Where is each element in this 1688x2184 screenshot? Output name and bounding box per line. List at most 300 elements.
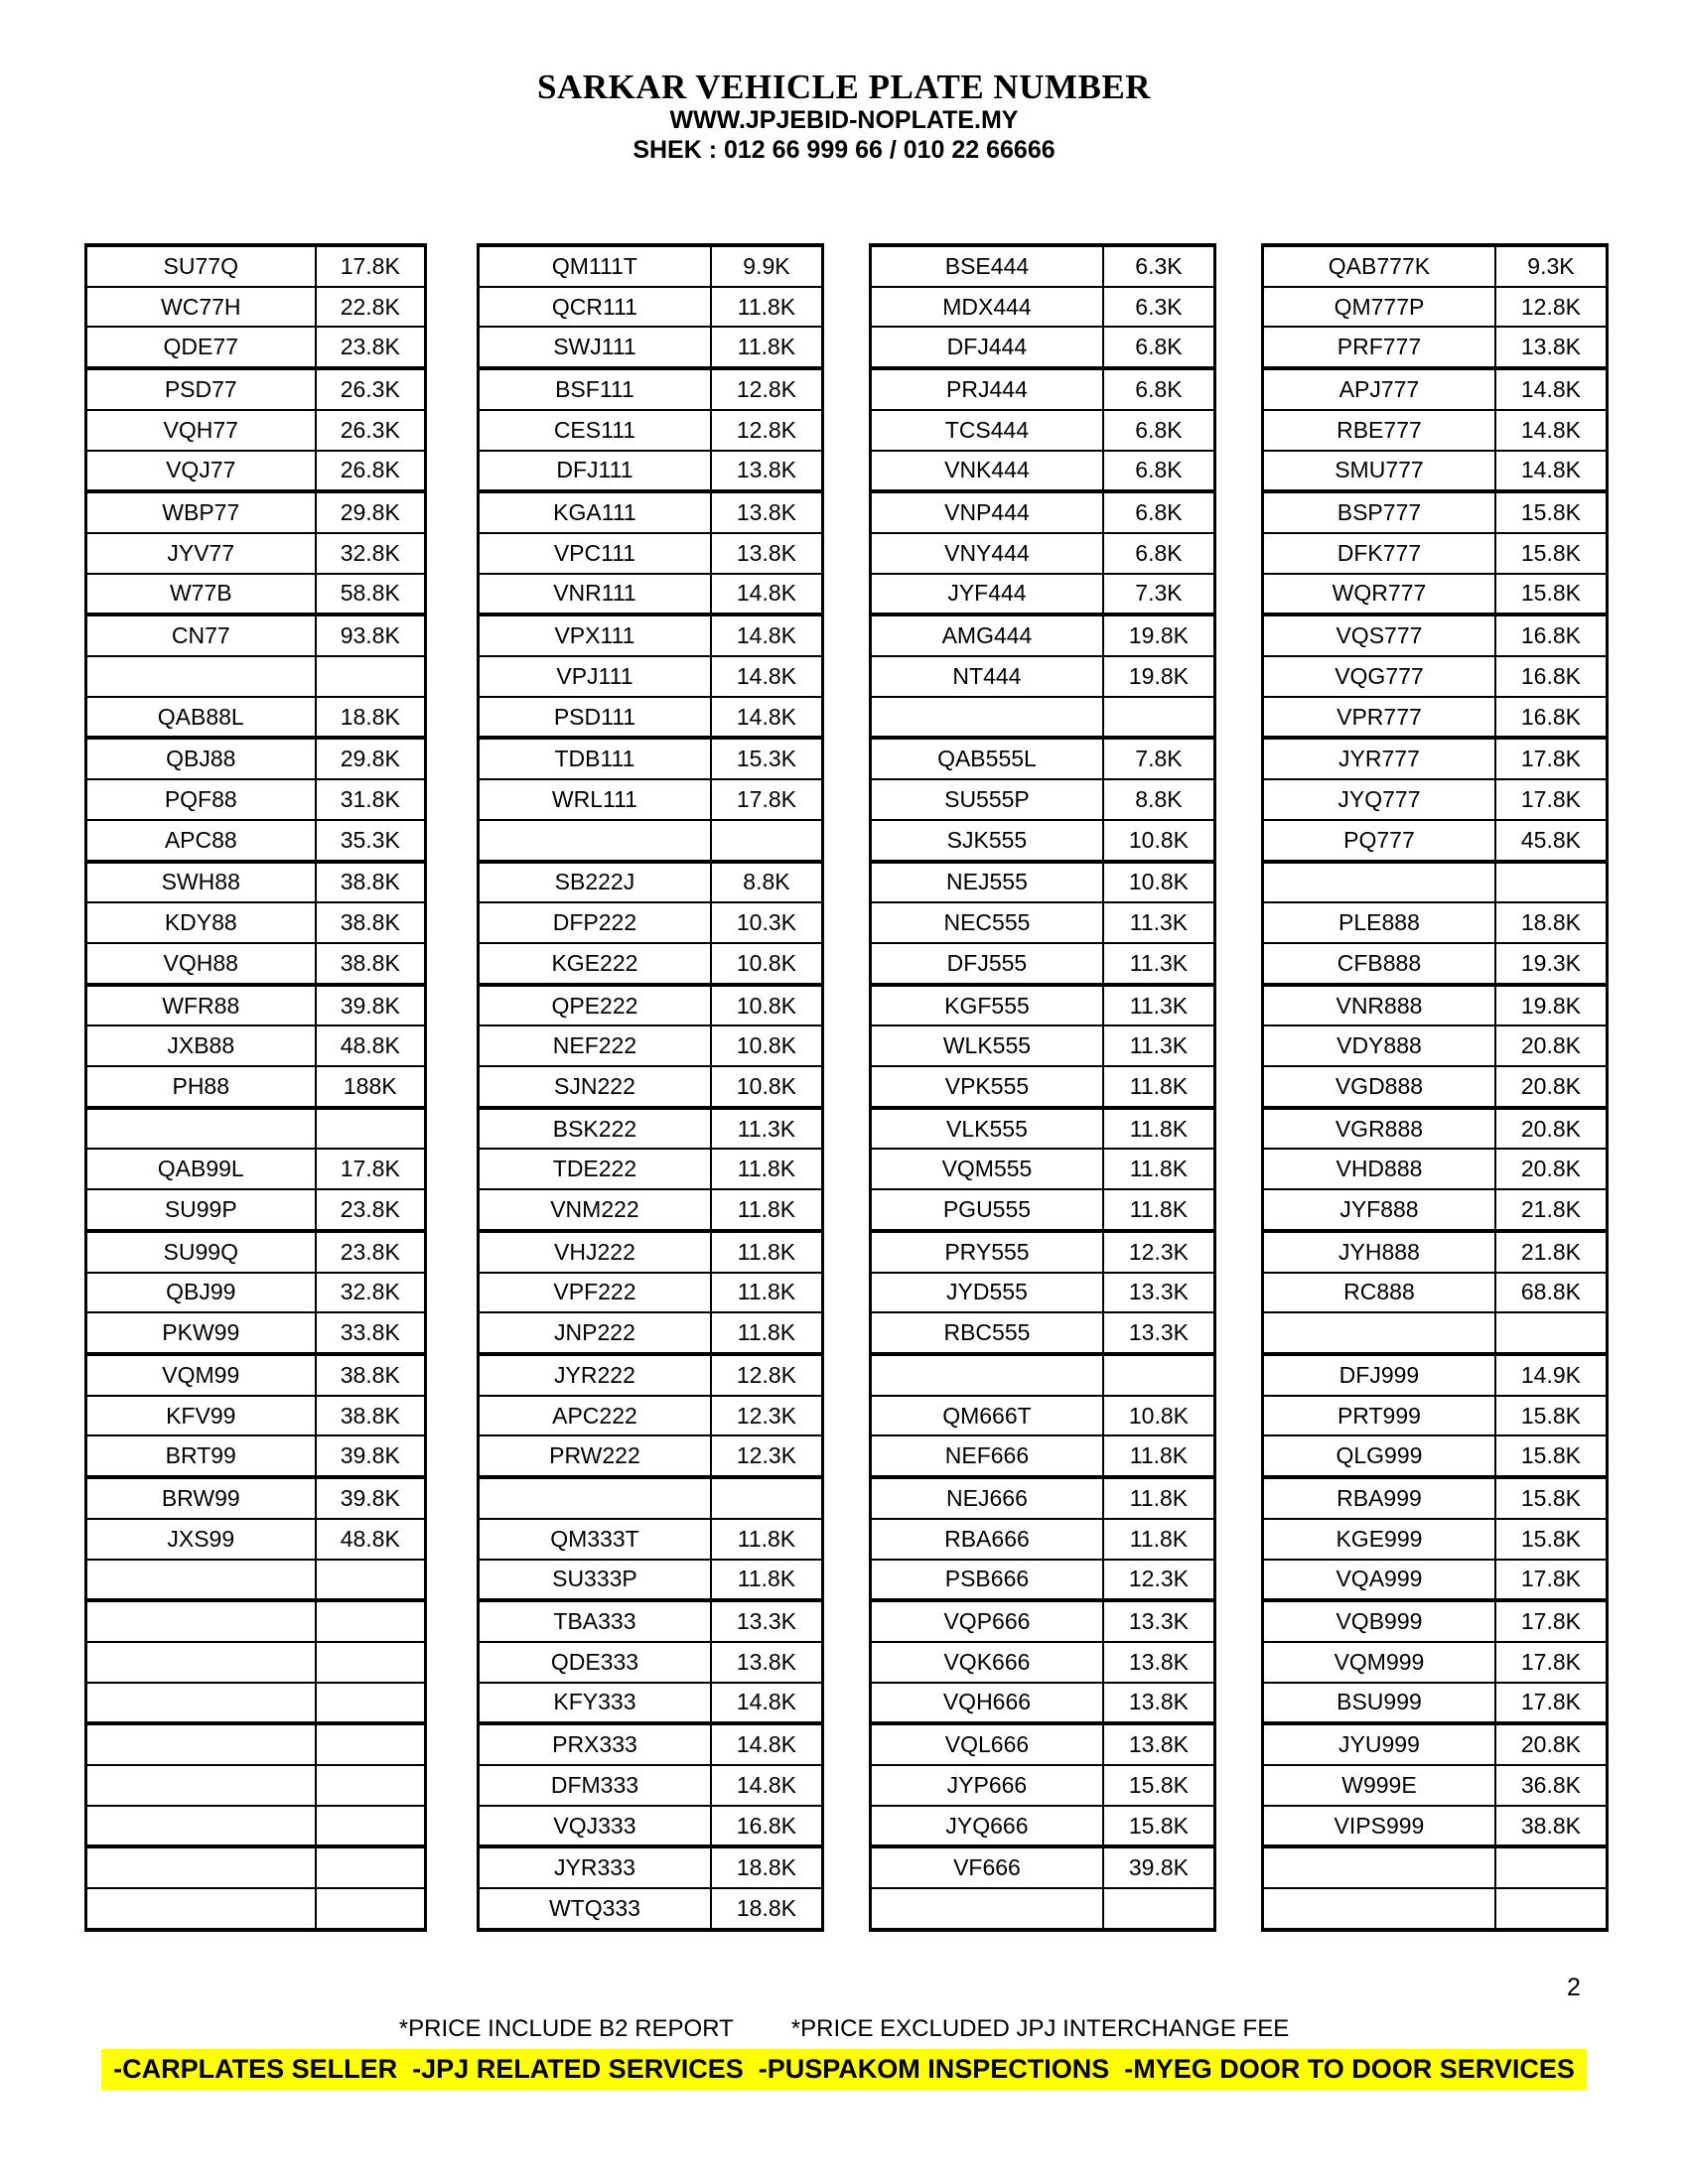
plate-cell: PRJ444 [872,370,1104,409]
price-cell: 15.8K [1520,1402,1581,1429]
plate-cell [87,1561,317,1599]
table-row [872,1643,1213,1684]
price-cell [1104,1356,1213,1395]
plate-cell: BRW99 [87,1479,317,1518]
table-row [1264,821,1606,864]
table-row [480,1848,821,1889]
table-row [1264,411,1606,452]
plate-cell: JNP222 [480,1313,712,1352]
plate-cell: SU99P [87,1190,317,1229]
price-cell: 13.8K [736,1648,796,1675]
price-cell: 17.8K [1520,1689,1581,1715]
table-row [1264,616,1606,657]
plate-cell: CES111 [480,411,712,450]
table-row [872,1356,1213,1397]
table-row [480,247,821,288]
table-row [480,534,821,575]
price-cell: 11.8K [737,1525,796,1552]
plate-cell: VQB999 [1264,1602,1496,1641]
plate-cell: SU333P [480,1561,712,1599]
plate-cell: RBA999 [1264,1479,1496,1518]
price-cell: 38.8K [1520,1812,1581,1839]
table-row [480,821,821,864]
plate-cell: W999E [1264,1766,1496,1805]
plate-cell: VPC111 [480,534,712,573]
plate-cell: BRT99 [87,1436,317,1475]
price-cell [1104,1889,1213,1928]
table-row [872,657,1213,698]
price-cell: 29.8K [340,499,400,526]
price-cell: 14.9K [1520,1361,1581,1388]
plate-cell: AMG444 [872,616,1104,655]
table-row [480,1520,821,1561]
plate-cell: JYQ666 [872,1807,1104,1845]
plate-cell: CN77 [87,616,317,655]
table-row [1264,1110,1606,1151]
plate-cell [87,1889,317,1928]
price-cell [317,1848,424,1887]
table-row [480,1561,821,1603]
price-cell: 6.8K [1135,539,1183,566]
plate-cell: KGE999 [1264,1520,1496,1559]
table-row [480,575,821,617]
plate-cell: DFK777 [1264,534,1496,573]
table-row [1264,864,1606,904]
plate-cell: WQR777 [1264,575,1496,614]
price-cell: 38.8K [340,1402,400,1429]
plate-cell: DFJ999 [1264,1356,1496,1395]
price-cell: 26.8K [340,457,400,483]
table-row [872,1313,1213,1356]
price-cell: 16.8K [736,1812,796,1839]
price-cell: 17.8K [1520,746,1581,772]
table-row [872,1520,1213,1561]
price-cell: 12.3K [1128,1566,1189,1592]
plate-cell [480,1479,712,1518]
plate-cell: SU77Q [87,247,317,286]
plate-cell: QAB99L [87,1150,317,1188]
table-row [1264,903,1606,944]
plate-cell: BSF111 [480,370,712,409]
price-cell: 17.8K [340,1156,400,1182]
price-cell: 11.8K [737,1238,796,1265]
plate-cell: APC222 [480,1397,712,1435]
table-row [87,1725,424,1766]
table-row [1264,1725,1606,1766]
table-row [480,1766,821,1807]
price-cell: 11.8K [737,1566,796,1592]
plate-cell [872,1889,1104,1928]
price-cell: 15.8K [1520,1442,1581,1469]
table-row [480,1274,821,1314]
plate-cell: DFP222 [480,903,712,942]
table-row [872,1190,1213,1233]
plate-cell: SWJ111 [480,328,712,366]
price-cell [317,1561,424,1599]
table-row [1264,1356,1606,1397]
price-cell: 31.8K [340,785,400,812]
table-row [87,944,424,987]
price-cell: 9.9K [743,252,790,279]
table-row [87,575,424,617]
plate-cell: W77B [87,575,317,614]
plate-cell [87,1602,317,1641]
plate-cell: VQA999 [1264,1561,1496,1599]
table-row [480,452,821,494]
table-row [872,821,1213,864]
plate-cell: PSD111 [480,698,712,737]
price-cell: 10.8K [1128,1402,1189,1429]
price-cell: 11.8K [1129,1156,1189,1182]
price-cell: 23.8K [340,1196,400,1223]
plate-cell: VNR888 [1264,987,1496,1025]
price-cell [317,657,424,696]
table-row [872,1684,1213,1726]
table-row [872,1150,1213,1190]
table-row [87,411,424,452]
price-cell: 26.3K [340,375,400,402]
plate-cell: PSB666 [872,1561,1104,1599]
plate-cell: QDE333 [480,1643,712,1682]
price-cell: 14.8K [736,1689,796,1715]
plate-cell: VPK555 [872,1067,1104,1106]
plate-cell: VHJ222 [480,1233,712,1272]
plate-cell [87,657,317,696]
table-row [1264,987,1606,1027]
page-title: SARKAR VEHICLE PLATE NUMBER [537,68,1151,106]
plate-cell: PRT999 [1264,1397,1496,1435]
plate-cell: PQF88 [87,780,317,819]
plate-cell: SJK555 [872,821,1104,860]
table-row [480,328,821,370]
table-row [87,903,424,944]
price-cell: 12.8K [736,416,796,443]
table-row [480,493,821,534]
table-row [1264,1479,1606,1520]
table-row [1264,452,1606,494]
table-row [480,1479,821,1520]
table-row [87,864,424,904]
plate-cell: JYU999 [1264,1725,1496,1764]
table-row [1264,780,1606,821]
table-row [1264,1233,1606,1274]
table-row [1264,944,1606,987]
table-row [87,740,424,780]
table-row [87,1067,424,1110]
price-cell [317,1807,424,1845]
table-row [872,1436,1213,1479]
price-cell: 14.8K [1520,375,1581,402]
price-cell: 13.3K [1128,1319,1189,1346]
table-row [87,370,424,411]
table-row [480,1233,821,1274]
table-row [872,1889,1213,1928]
price-cell: 11.8K [1129,1196,1189,1223]
price-cell: 23.8K [340,334,400,360]
price-cell: 6.8K [1135,457,1183,483]
plate-cell: VQH666 [872,1684,1104,1722]
plate-cell: VQK666 [872,1643,1104,1682]
plate-cell: TDE222 [480,1150,712,1188]
table-row [872,1725,1213,1766]
price-cell: 13.3K [1128,1279,1189,1305]
price-cell: 15.8K [1128,1812,1189,1839]
plate-cell: PKW99 [87,1313,317,1352]
price-cell: 14.8K [736,1771,796,1798]
table-row [872,452,1213,494]
price-cell [317,1643,424,1682]
price-cell [1496,864,1606,902]
table-row [480,1436,821,1479]
plate-cell: RBC555 [872,1313,1104,1352]
plate-cell: PGU555 [872,1190,1104,1229]
table-row [87,328,424,370]
price-cell: 38.8K [340,869,400,895]
plate-cell: APC88 [87,821,317,860]
table-row [872,944,1213,987]
price-cell: 18.8K [1520,909,1581,936]
table-row [87,1848,424,1889]
price-cell: 12.8K [736,375,796,402]
price-cell: 15.8K [1128,1771,1189,1798]
price-cell [317,1602,424,1641]
price-cell: 29.8K [340,746,400,772]
plate-cell: VF666 [872,1848,1104,1887]
plate-cell: APJ777 [1264,370,1496,409]
table-row [1264,328,1606,370]
table-row [1264,370,1606,411]
plate-cell: JYR333 [480,1848,712,1887]
plate-cell: VPX111 [480,616,712,655]
table-row [1264,493,1606,534]
plate-cell: DFM333 [480,1766,712,1805]
table-row [1264,657,1606,698]
price-cell: 13.8K [736,457,796,483]
plate-cell: PSD77 [87,370,317,409]
table-row [480,370,821,411]
plate-cell: BSP777 [1264,493,1496,532]
table-row [87,1807,424,1849]
plate-cell: TDB111 [480,740,712,778]
table-row [87,1190,424,1233]
price-cell: 20.8K [1520,1115,1581,1142]
price-cell: 14.8K [736,1731,796,1758]
table-row [87,1889,424,1928]
price-cell: 18.8K [340,703,400,730]
table-row [87,1233,424,1274]
price-cell: 26.3K [340,416,400,443]
table-row [872,1274,1213,1314]
website-line: WWW.JPJEBID-NOPLATE.MY [669,106,1019,134]
price-cell [712,821,821,860]
price-cell: 20.8K [1520,1072,1581,1099]
plate-cell: JYH888 [1264,1233,1496,1272]
price-cell: 12.8K [736,1361,796,1388]
plate-cell [87,1643,317,1682]
price-cell: 11.3K [737,1115,796,1142]
contact-line: SHEK : 012 66 999 66 / 010 22 66666 [633,136,1055,164]
table-row [87,1520,424,1561]
price-cell: 6.3K [1135,293,1183,320]
table-row [480,864,821,904]
table-row [1264,1766,1606,1807]
table-row [480,411,821,452]
services-banner: -CARPLATES SELLER -JPJ RELATED SERVICES -PUSPAKOM INSPECTIONS -MYEG DOOR TO DOOR SERVICES [101,2049,1587,2090]
price-cell [712,1479,821,1518]
price-cell: 17.8K [1520,1566,1581,1592]
plate-cell: NEF666 [872,1436,1104,1475]
table-row [87,452,424,494]
price-cell [1104,698,1213,737]
price-cell: 11.8K [1129,1484,1189,1511]
price-cell [1496,1848,1606,1887]
plate-cell: KGF555 [872,987,1104,1025]
plate-cell: NEC555 [872,903,1104,942]
plate-cell: VNM222 [480,1190,712,1229]
price-cell: 48.8K [340,1032,400,1059]
price-cell: 10.8K [736,992,796,1019]
price-cell: 10.8K [1128,869,1189,895]
plate-cell: VDY888 [1264,1026,1496,1065]
plate-cell: VQL666 [872,1725,1104,1764]
price-cell: 6.8K [1135,375,1183,402]
plate-cell: VQH77 [87,411,317,450]
table-row [480,1725,821,1766]
plate-cell: SU555P [872,780,1104,819]
plate-cell: WC77H [87,288,317,327]
plate-cell: NT444 [872,657,1104,696]
plate-cell: CFB888 [1264,944,1496,983]
price-cell: 11.8K [737,1279,796,1305]
table-row [872,1233,1213,1274]
plate-cell: QM666T [872,1397,1104,1435]
price-cell: 17.8K [1520,1648,1581,1675]
plate-cell: VQM99 [87,1356,317,1395]
table-row [872,1807,1213,1849]
table-row [872,1067,1213,1110]
table-row [1264,1889,1606,1928]
price-cell: 38.8K [340,909,400,936]
price-cell: 38.8K [340,949,400,976]
price-cell: 15.8K [1520,499,1581,526]
price-cell: 39.8K [1128,1854,1189,1881]
plate-cell: PQ777 [1264,821,1496,860]
table-row [87,1313,424,1356]
price-cell: 39.8K [340,1442,400,1469]
plate-cell: NEJ555 [872,864,1104,902]
table-row [480,987,821,1027]
price-cell: 15.3K [736,746,796,772]
plate-cell: VPJ111 [480,657,712,696]
plate-cell: VGR888 [1264,1110,1496,1149]
plate-cell: QCR111 [480,288,712,327]
table-row [872,370,1213,411]
price-cell: 8.8K [1135,785,1183,812]
plate-cell: PRW222 [480,1436,712,1475]
table-row [87,698,424,741]
table-row [872,411,1213,452]
table-row [87,657,424,698]
price-cell: 11.8K [737,1196,796,1223]
table-row [480,944,821,987]
table-row [1264,1397,1606,1437]
price-cell: 14.8K [736,703,796,730]
table-row [1264,247,1606,288]
plate-cell: KDY88 [87,903,317,942]
price-cell: 11.8K [737,1319,796,1346]
price-cell: 14.8K [736,662,796,689]
table-row [87,780,424,821]
price-cell [317,1725,424,1764]
table-row [1264,534,1606,575]
footnote-jpj-fee: *PRICE EXCLUDED JPJ INTERCHANGE FEE [790,2015,1290,2042]
plate-cell [87,1684,317,1722]
table-row [87,1397,424,1437]
price-cell: 19.8K [1128,622,1189,649]
price-cell: 15.8K [1520,1525,1581,1552]
table-row [872,288,1213,329]
price-cell: 19.8K [1128,662,1189,689]
table-row [87,821,424,864]
table-row [872,328,1213,370]
price-footnotes [0,2015,1688,2043]
table-row [480,1807,821,1849]
price-cell: 14.8K [736,622,796,649]
price-cell: 7.8K [1135,746,1183,772]
table-row [1264,1561,1606,1603]
price-cell: 11.8K [737,334,796,360]
plate-cell: BSK222 [480,1110,712,1149]
table-row [87,987,424,1027]
plate-table-111-222-333 [477,243,824,1932]
plate-cell: VQP666 [872,1602,1104,1641]
plate-cell: VHD888 [1264,1150,1496,1188]
plate-cell: RBE777 [1264,411,1496,450]
plate-cell: VNK444 [872,452,1104,490]
plate-cell: JYQ777 [1264,780,1496,819]
plate-cell: VIPS999 [1264,1807,1496,1845]
price-cell: 12.3K [736,1402,796,1429]
table-row [480,1110,821,1151]
price-cell: 20.8K [1520,1156,1581,1182]
price-cell: 10.8K [1128,826,1189,853]
table-row [87,247,424,288]
plate-cell: VQH88 [87,944,317,983]
plate-cell: QBJ99 [87,1274,317,1312]
price-cell: 21.8K [1520,1196,1581,1223]
table-row [1264,1150,1606,1190]
table-row [87,1150,424,1190]
table-row [480,1313,821,1356]
table-row [87,1110,424,1151]
plate-cell [872,1356,1104,1395]
price-cell: 188K [343,1072,397,1099]
table-row [872,1561,1213,1603]
table-row [872,1602,1213,1643]
price-cell: 17.8K [736,785,796,812]
price-cell: 13.8K [1520,334,1581,360]
price-cell: 19.8K [1520,992,1581,1019]
plate-cell: NEF222 [480,1026,712,1065]
table-row [87,1356,424,1397]
price-cell: 6.8K [1135,334,1183,360]
plate-cell: QAB555L [872,740,1104,778]
table-row [87,1561,424,1603]
price-cell [317,1684,424,1722]
price-cell: 11.3K [1129,909,1189,936]
table-row [87,1479,424,1520]
price-cell: 36.8K [1520,1771,1581,1798]
